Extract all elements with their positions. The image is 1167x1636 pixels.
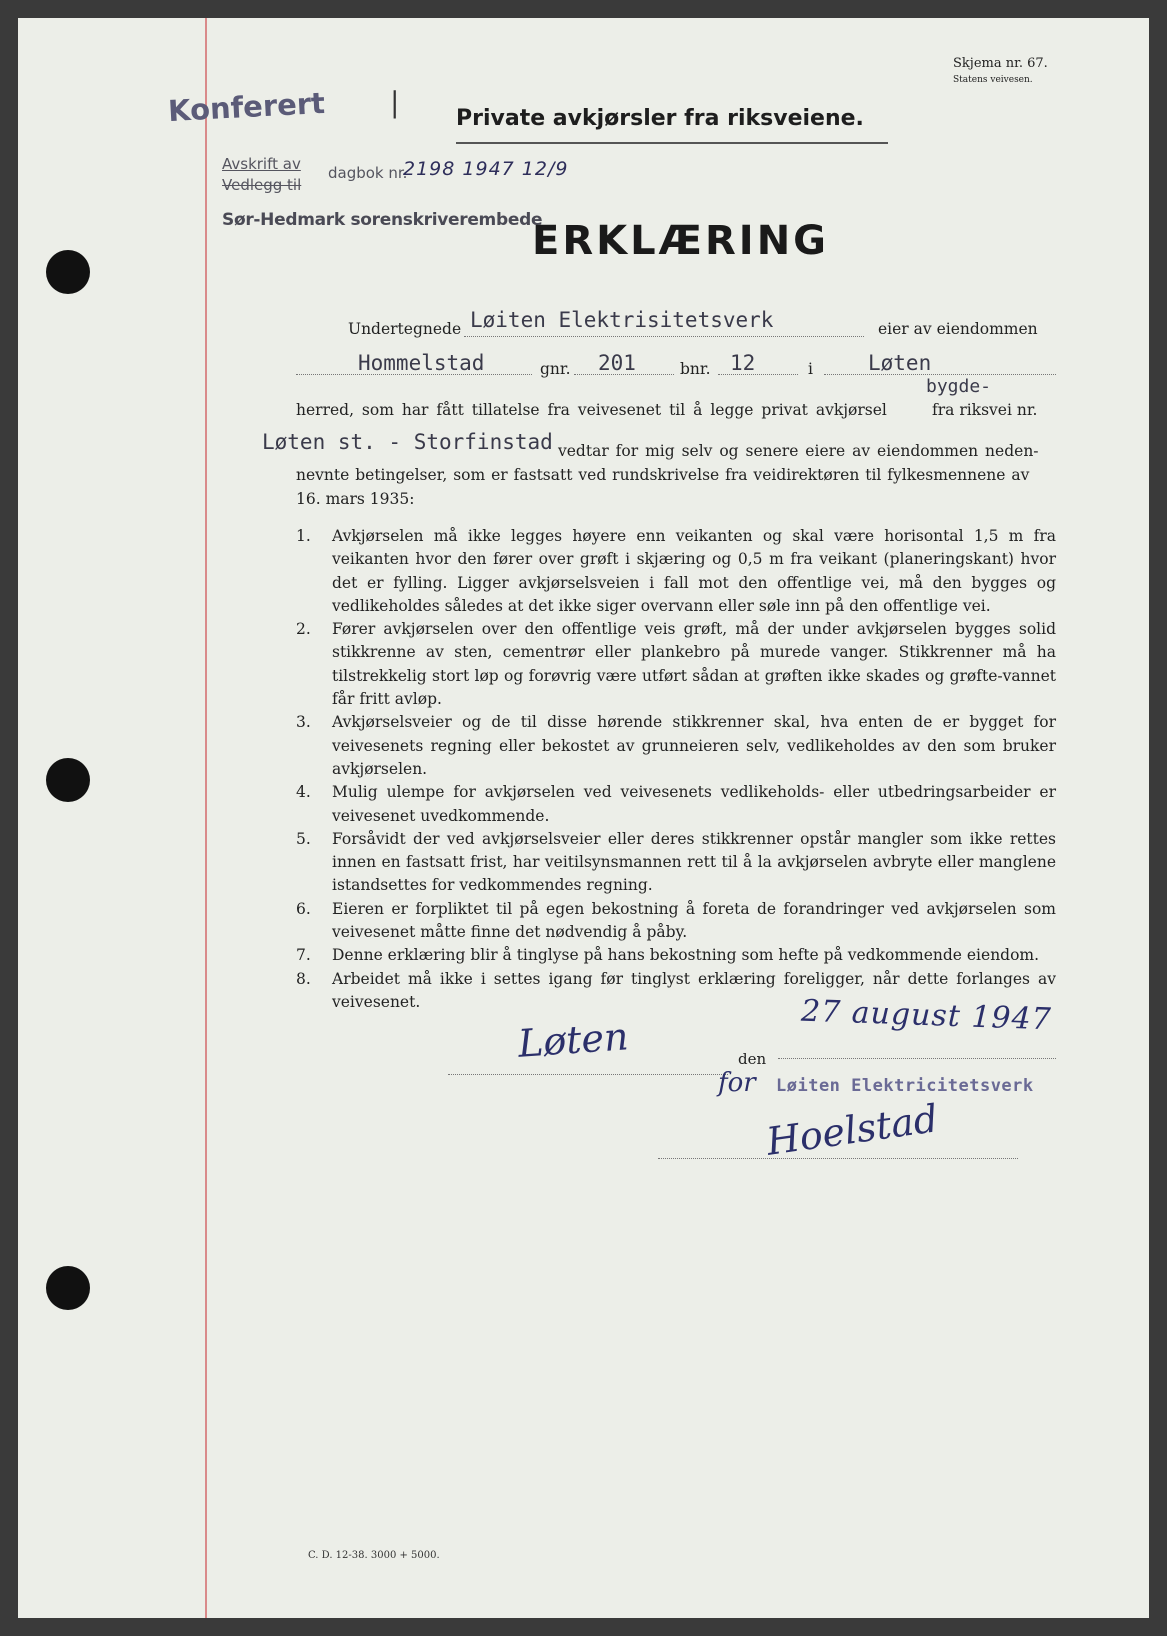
eier-label: eier av eiendommen — [878, 320, 1038, 338]
bygde-value: bygde- — [926, 376, 992, 397]
undertegnede-label: Undertegnede — [348, 320, 462, 338]
dagbok-number: 2198 1947 12/9 — [403, 158, 569, 180]
i-label: i — [808, 360, 813, 378]
avskrift-label: Avskrift av — [222, 155, 301, 173]
vedlegg-label: Vedlegg til — [222, 176, 302, 194]
gnr-value: 201 — [598, 351, 636, 375]
signature-line — [658, 1158, 1018, 1159]
punch-hole — [46, 250, 90, 294]
handwritten-place: Løten — [516, 1014, 630, 1066]
intro-line-2: nevnte betingelser, som er fastsatt ved rundskrivelse fra veidirektøren til fylkesmennene av — [296, 466, 1030, 484]
schema-label — [953, 56, 1048, 88]
bnr-label: bnr. — [680, 360, 711, 378]
property-name: Hommelstad — [358, 351, 485, 375]
court-stamp: Sør-Hedmark sorenskriverembede — [222, 210, 543, 230]
for-label: for — [718, 1068, 756, 1098]
stamp-mark: | — [390, 86, 400, 119]
undertegnede-value: Løiten Elektrisitetsverk — [470, 308, 774, 332]
riksvei-label: fra riksvei nr. — [932, 401, 1038, 419]
handwritten-date: 27 august 1947 — [800, 993, 1053, 1038]
fill-line — [464, 336, 864, 337]
intro-line-1: vedtar for mig selv og senere eiere av eiendommen neden- — [558, 442, 1039, 460]
copy-stamp — [222, 154, 301, 196]
schema-issuer: Statens veivesen. — [953, 75, 1033, 85]
gnr-label: gnr. — [540, 360, 571, 378]
den-label: den — [738, 1050, 767, 1068]
condition-item: 2. Fører avkjørselen over den offentlige veis grøft, må der under avkjørselen bygges solid stikkrenne av sten, cementrør eller plankebro på murede vanger. Stikkrenner må ha tilstrekkelig stort løp og forøvrig være utført sådan at grøften ikke skades og grøfte-vannet får fritt avløp. — [296, 620, 1056, 709]
company-stamp: Løiten Elektricitetsverk — [776, 1076, 1034, 1096]
dagbok-label: dagbok nr. — [328, 164, 408, 182]
condition-item: 8. Arbeidet må ikke i settes igang før tinglyst erklæring foreligger, når dette forlanges av veivesenet. — [296, 969, 1056, 1011]
condition-item: 4. Mulig ulempe for avkjørselen ved veivesenets vedlikeholds- eller utbedringsarbeider er veivesenet uvedkommende. — [296, 783, 1056, 825]
kommune-value: Løten — [868, 351, 932, 375]
document-page — [18, 18, 1149, 1618]
document-title: Private avkjørsler fra riksveiene. — [456, 106, 864, 131]
page-heading: ERKLÆRING — [532, 218, 829, 264]
bnr-value: 12 — [730, 351, 756, 375]
title-underline — [456, 142, 888, 144]
margin-line — [205, 18, 207, 1618]
herred-text: herred, som har fått tillatelse fra veivesenet til å legge privat avkjørsel — [296, 401, 887, 419]
condition-item: 5. Forsåvidt der ved avkjørselsveier eller deres stikkrenner opstår mangler som ikke rettes innen en fastsatt frist, har veitilsynsmannen rett til å la avkjørselen avbryte eller manglene istandsettes for vedkommendes regning. — [296, 829, 1056, 895]
punch-hole — [46, 758, 90, 802]
fill-line — [778, 1058, 1056, 1059]
intro-line-3: 16. mars 1935: — [296, 490, 415, 508]
konferert-stamp: Konferert — [167, 85, 326, 129]
fill-line — [448, 1074, 728, 1075]
handwritten-signature: Hoelstad — [763, 1096, 941, 1164]
punch-hole — [46, 1266, 90, 1310]
print-code: C. D. 12-38. 3000 + 5000. — [308, 1550, 440, 1561]
condition-item: 3. Avkjørselsveier og de til disse hørende stikkrenner skal, hva enten de er bygget for veivesenets regning eller bekostet av grunneieren selv, vedlikeholdes av den som bruker avkjørselen. — [296, 713, 1056, 778]
schema-number: Skjema nr. 67. — [953, 56, 1048, 71]
condition-item: 1. Avkjørselen må ikke legges høyere enn veikanten og skal være horisontal 1,5 m fra veikanten hvor den fører over grøft i skjæring og 0,5 m fra veikant (planeringskant) hvor det er fylling. Ligger avkjørselsveien i fall mot den offentlige vei, må den bygges og vedlikeholdes således at det ikke siger overvann eller søle inn på den offentlige vei. — [296, 527, 1056, 615]
fill-line — [824, 374, 1056, 375]
conditions-list — [296, 525, 1056, 1014]
condition-item: 6. Eieren er forpliktet til på egen bekostning å foreta de forandringer ved avkjørselen som veivesenet måtte finne det nødvendig å påby. — [296, 899, 1056, 942]
road-value: Løten st. - Storfinstad — [262, 430, 553, 454]
condition-item: 7. Denne erklæring blir å tinglyse på hans bekostning som hefte på vedkommende eiendom. — [296, 946, 1040, 965]
